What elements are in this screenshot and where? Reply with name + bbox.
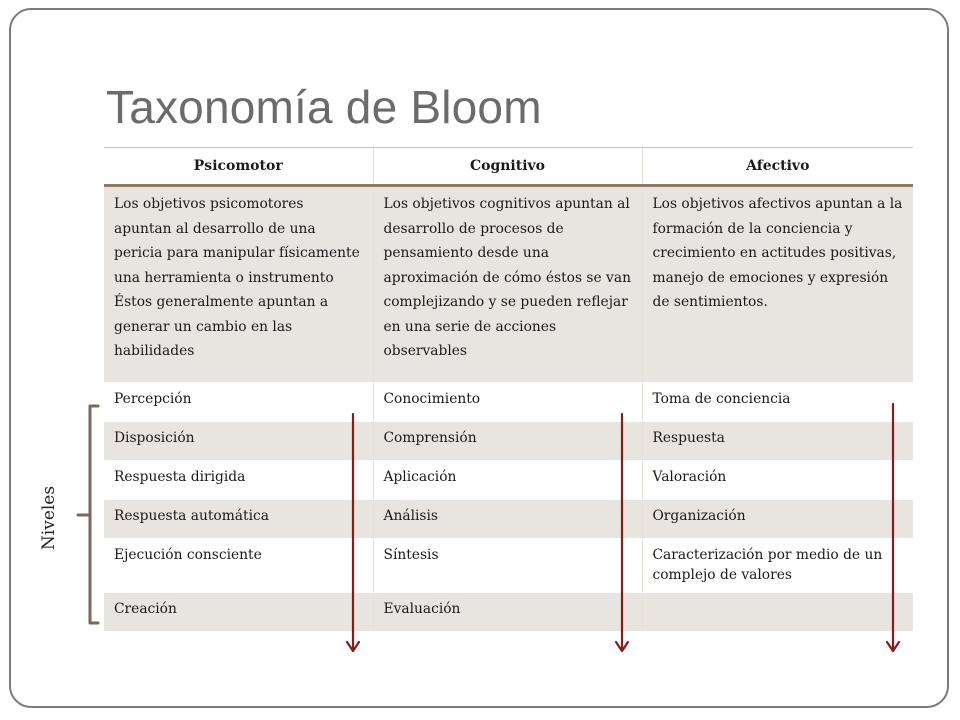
table-cell: Organización — [642, 500, 913, 539]
table-cell: Comprensión — [373, 422, 642, 461]
table-cell: Evaluación — [373, 592, 642, 631]
table-cell: Respuesta — [642, 422, 913, 461]
table-cell: Respuesta automática — [104, 500, 373, 539]
table-header-row — [104, 148, 913, 186]
desc-cognitivo: Los objetivos cognitivos apuntan al desarrollo de procesos de pensamiento desde una aproximación de cómo éstos se van complejizando y se pueden reflejar en una serie de acciones observables — [373, 186, 642, 383]
table-row-descriptions — [104, 186, 913, 383]
desc-afectivo: Los objetivos afectivos apuntan a la formación de la conciencia y crecimiento en actitudes positivas, manejo de emociones y expresión de sentimientos. — [642, 186, 913, 383]
table-cell — [642, 592, 913, 631]
table-row-level-2 — [104, 422, 913, 461]
table-row-level-3 — [104, 461, 913, 500]
table-cell: Percepción — [104, 383, 373, 422]
table-cell: Análisis — [373, 500, 642, 539]
table-row-level-1 — [104, 383, 913, 422]
header-psicomotor: Psicomotor — [104, 148, 373, 186]
table-cell: Disposición — [104, 422, 373, 461]
desc-psicomotor: Los objetivos psicomotores apuntan al desarrollo de una pericia para manipular físicamente una herramienta o instrumento Éstos generalmente apuntan a generar un cambio en las habilidades — [104, 186, 373, 383]
table-row-level-5 — [104, 539, 913, 593]
levels-label: Niveles — [39, 485, 59, 551]
slide-title: Taxonomía de Bloom — [106, 81, 542, 133]
table-cell: Aplicación — [373, 461, 642, 500]
table-cell: Síntesis — [373, 539, 642, 593]
header-afectivo: Afectivo — [642, 148, 913, 186]
table-cell: Caracterización por medio de un complejo de valores — [642, 539, 913, 593]
table-cell: Valoración — [642, 461, 913, 500]
table-row-level-4 — [104, 500, 913, 539]
table-cell: Conocimiento — [373, 383, 642, 422]
table-cell: Toma de conciencia — [642, 383, 913, 422]
table-row-level-6 — [104, 592, 913, 631]
table-cell: Creación — [104, 592, 373, 631]
table-cell: Respuesta dirigida — [104, 461, 373, 500]
bloom-taxonomy-table — [104, 147, 913, 632]
header-cognitivo: Cognitivo — [373, 148, 642, 186]
table-cell: Ejecución consciente — [104, 539, 373, 593]
